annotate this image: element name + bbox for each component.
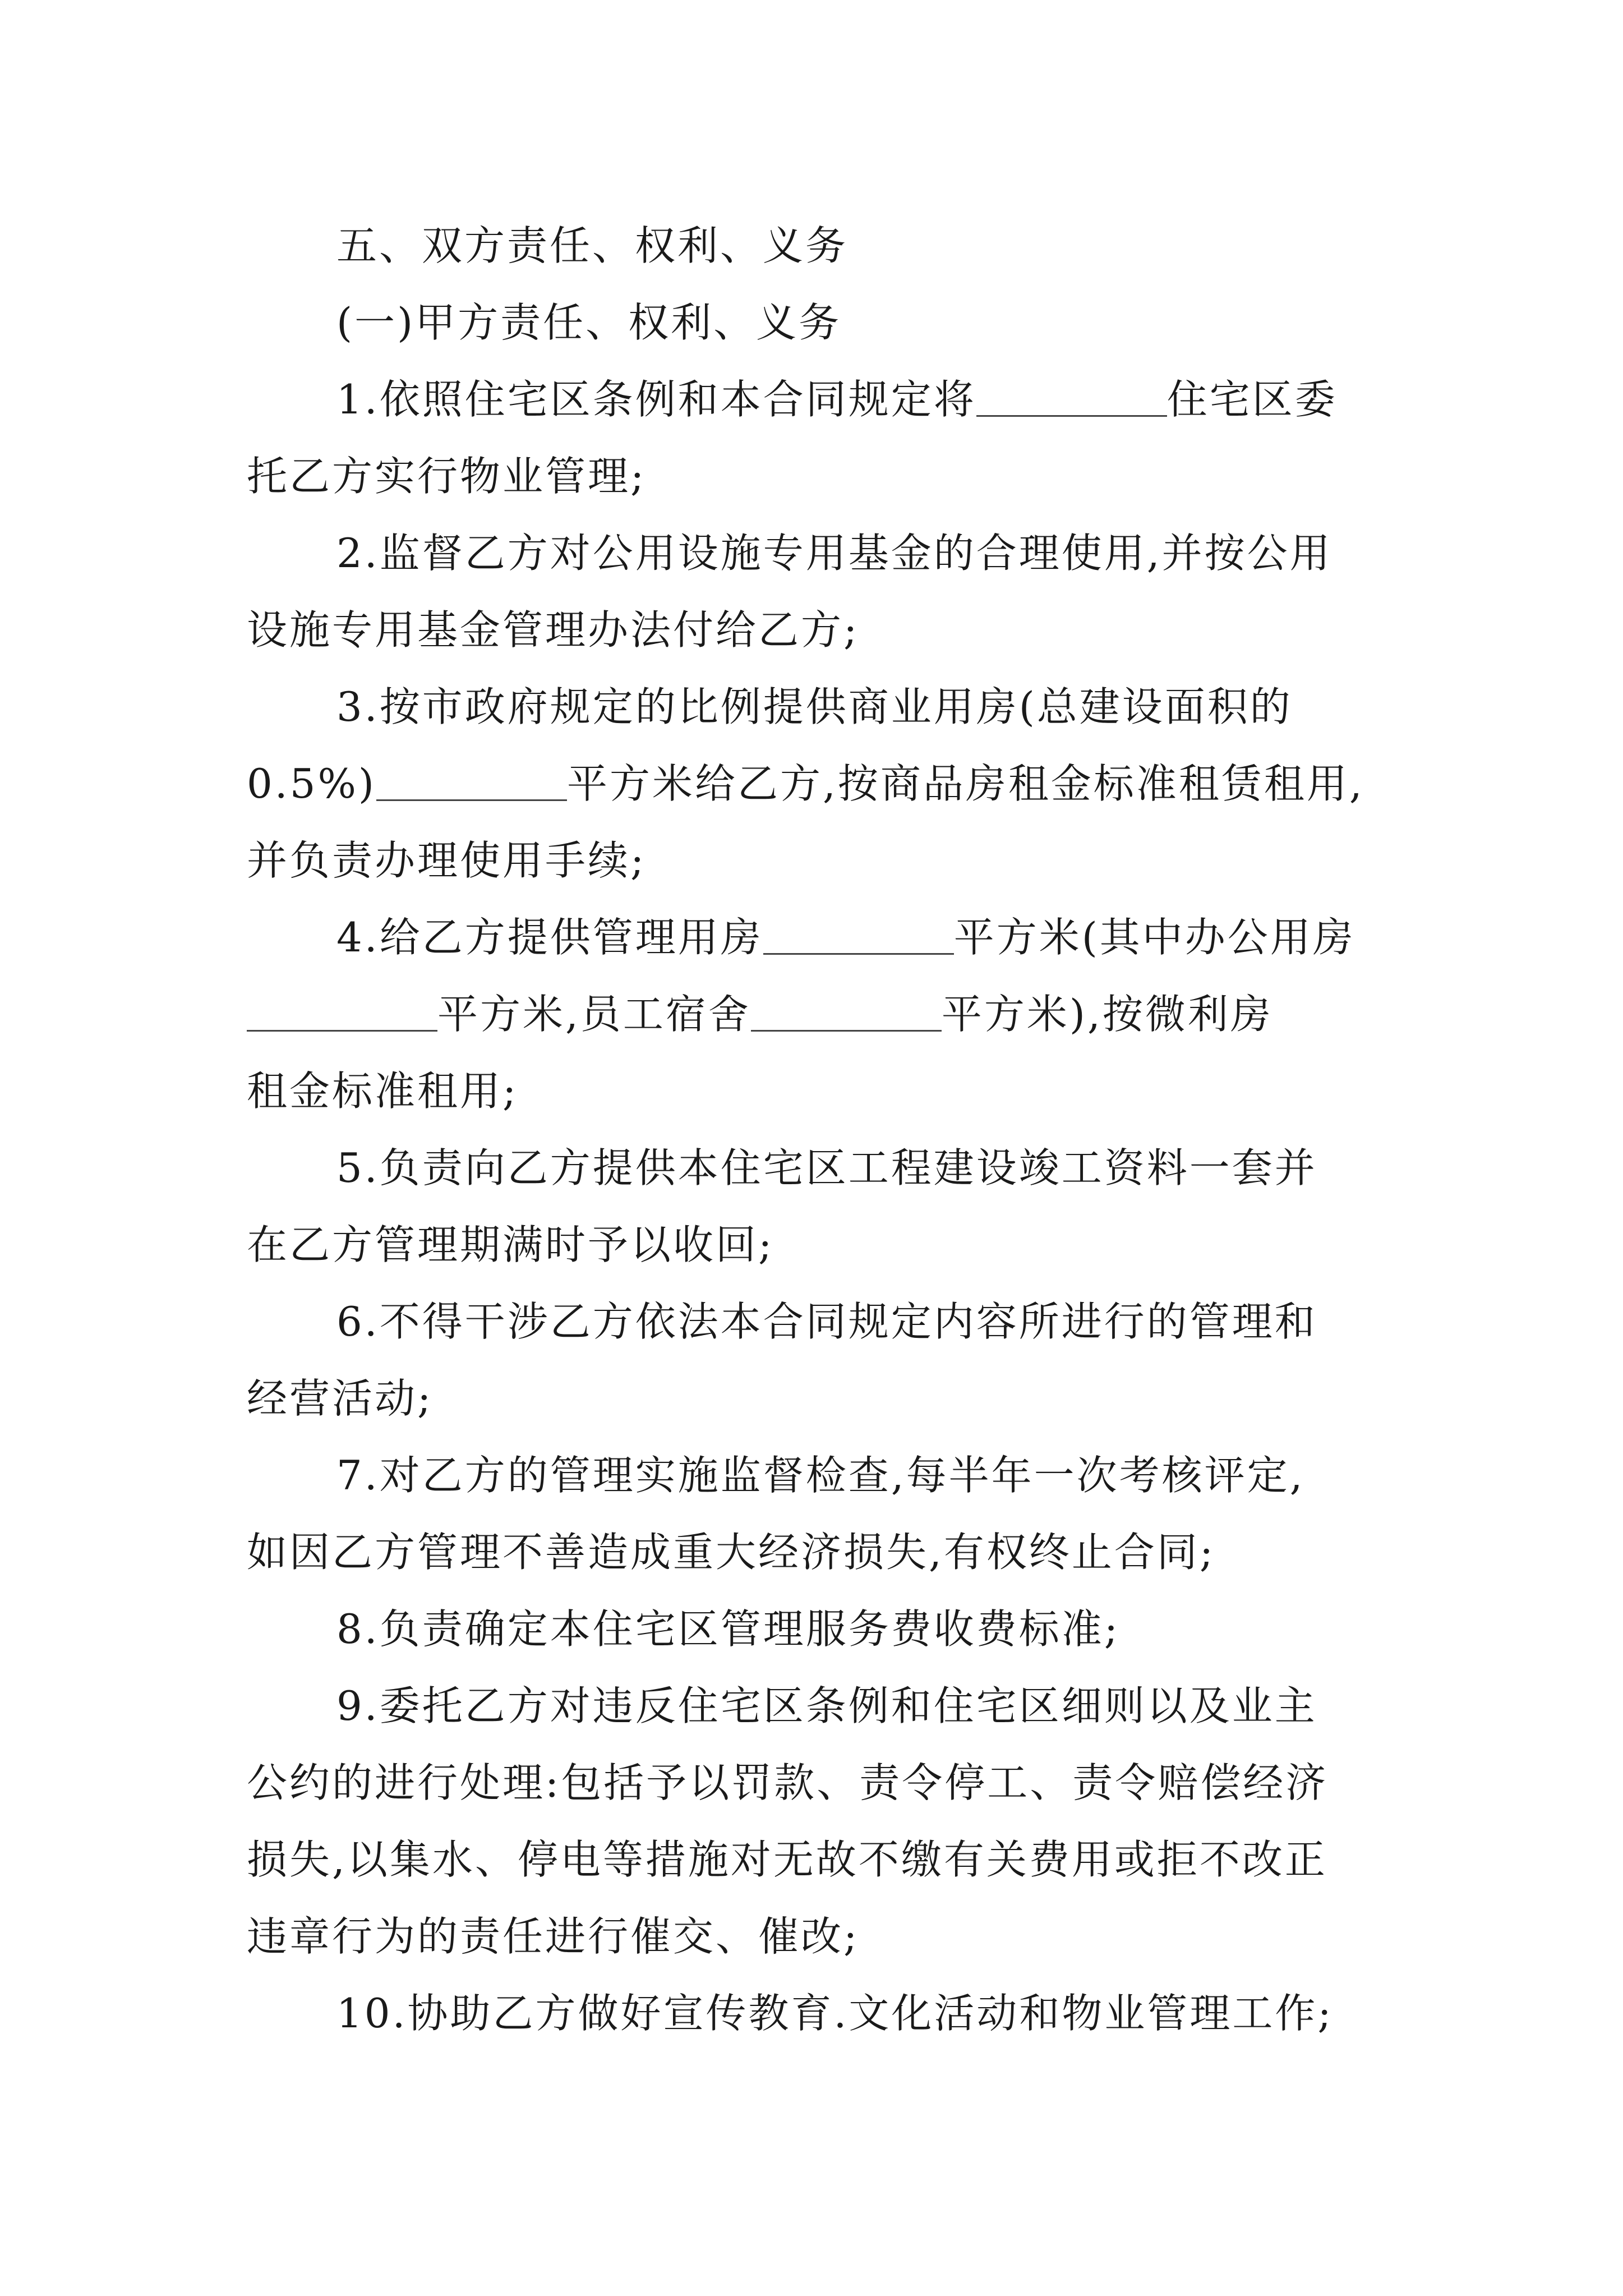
clause-7-line-2: 如因乙方管理不善造成重大经济损失,有权终止合同; [247,1529,1216,1576]
clause-8-line-1: 8.负责确定本住宅区管理服务费收费标准; [336,1605,1120,1653]
fill-in-blank [763,913,954,955]
document-body [247,208,1391,2052]
clause-text: 4.给乙方提供管理用房 [336,914,763,961]
clause-1-line-1 [247,361,1391,438]
fill-in-blank [247,990,437,1032]
clause-text: 平方米(其中办公用房 [953,914,1355,961]
sub-heading: (一)甲方责任、权利、义务 [336,299,842,346]
clause-9-line-4: 违章行为的责任进行催交、催改; [247,1913,860,1960]
clause-3-line-1: 3.按市政府规定的比例提供商业用房(总建设面积的 [336,683,1293,730]
clause-text: 住宅区委 [1166,376,1338,423]
clause-4-line-1 [247,899,1391,976]
clause-6-line-1: 6.不得干涉乙方依法本合同规定内容所进行的管理和 [336,1298,1317,1345]
clause-6-line-2: 经营活动; [247,1375,434,1422]
clause-1-line-2: 托乙方实行物业管理; [247,453,647,500]
clause-text: 1.依照住宅区条例和本合同规定将 [336,376,976,423]
clause-4-line-3: 租金标准租用; [247,1068,519,1115]
fill-in-blank [376,759,567,801]
clause-10-line-1: 10.协助乙方做好宣传教育.文化活动和物业管理工作; [336,1990,1334,2037]
clause-text: 平方米,员工宿舍 [437,991,751,1038]
fill-in-blank [976,375,1167,417]
clause-9-line-3: 损失,以集水、停电等措施对无故不缴有关费用或拒不改正 [247,1836,1327,1883]
clause-2-line-1: 2.监督乙方对公用设施专用基金的合理使用,并按公用 [336,530,1332,577]
clause-text: 0.5%) [247,760,377,807]
clause-2-line-2: 设施专用基金管理办法付给乙方; [247,606,860,654]
clause-4-line-2 [247,976,1391,1053]
clause-5-line-2: 在乙方管理期满时予以收回; [247,1221,774,1268]
clause-text: 平方米给乙方,按商品房租金标准租赁租用, [567,760,1364,807]
clause-9-line-2: 公约的进行处理:包括予以罚款、责令停工、责令赔偿经济 [247,1759,1329,1806]
clause-text: 平方米),按微利房 [941,991,1273,1038]
fill-in-blank [751,990,942,1032]
section-heading: 五、双方责任、权利、义务 [336,222,849,269]
clause-7-line-1: 7.对乙方的管理实施监督检查,每半年一次考核评定, [336,1452,1305,1499]
clause-9-line-1: 9.委托乙方对违反住宅区条例和住宅区细则以及业主 [336,1682,1317,1729]
clause-5-line-1: 5.负责向乙方提供本住宅区工程建设竣工资料一套并 [336,1144,1317,1191]
clause-3-line-3: 并负责办理使用手续; [247,837,647,884]
clause-3-line-2 [247,746,1391,822]
